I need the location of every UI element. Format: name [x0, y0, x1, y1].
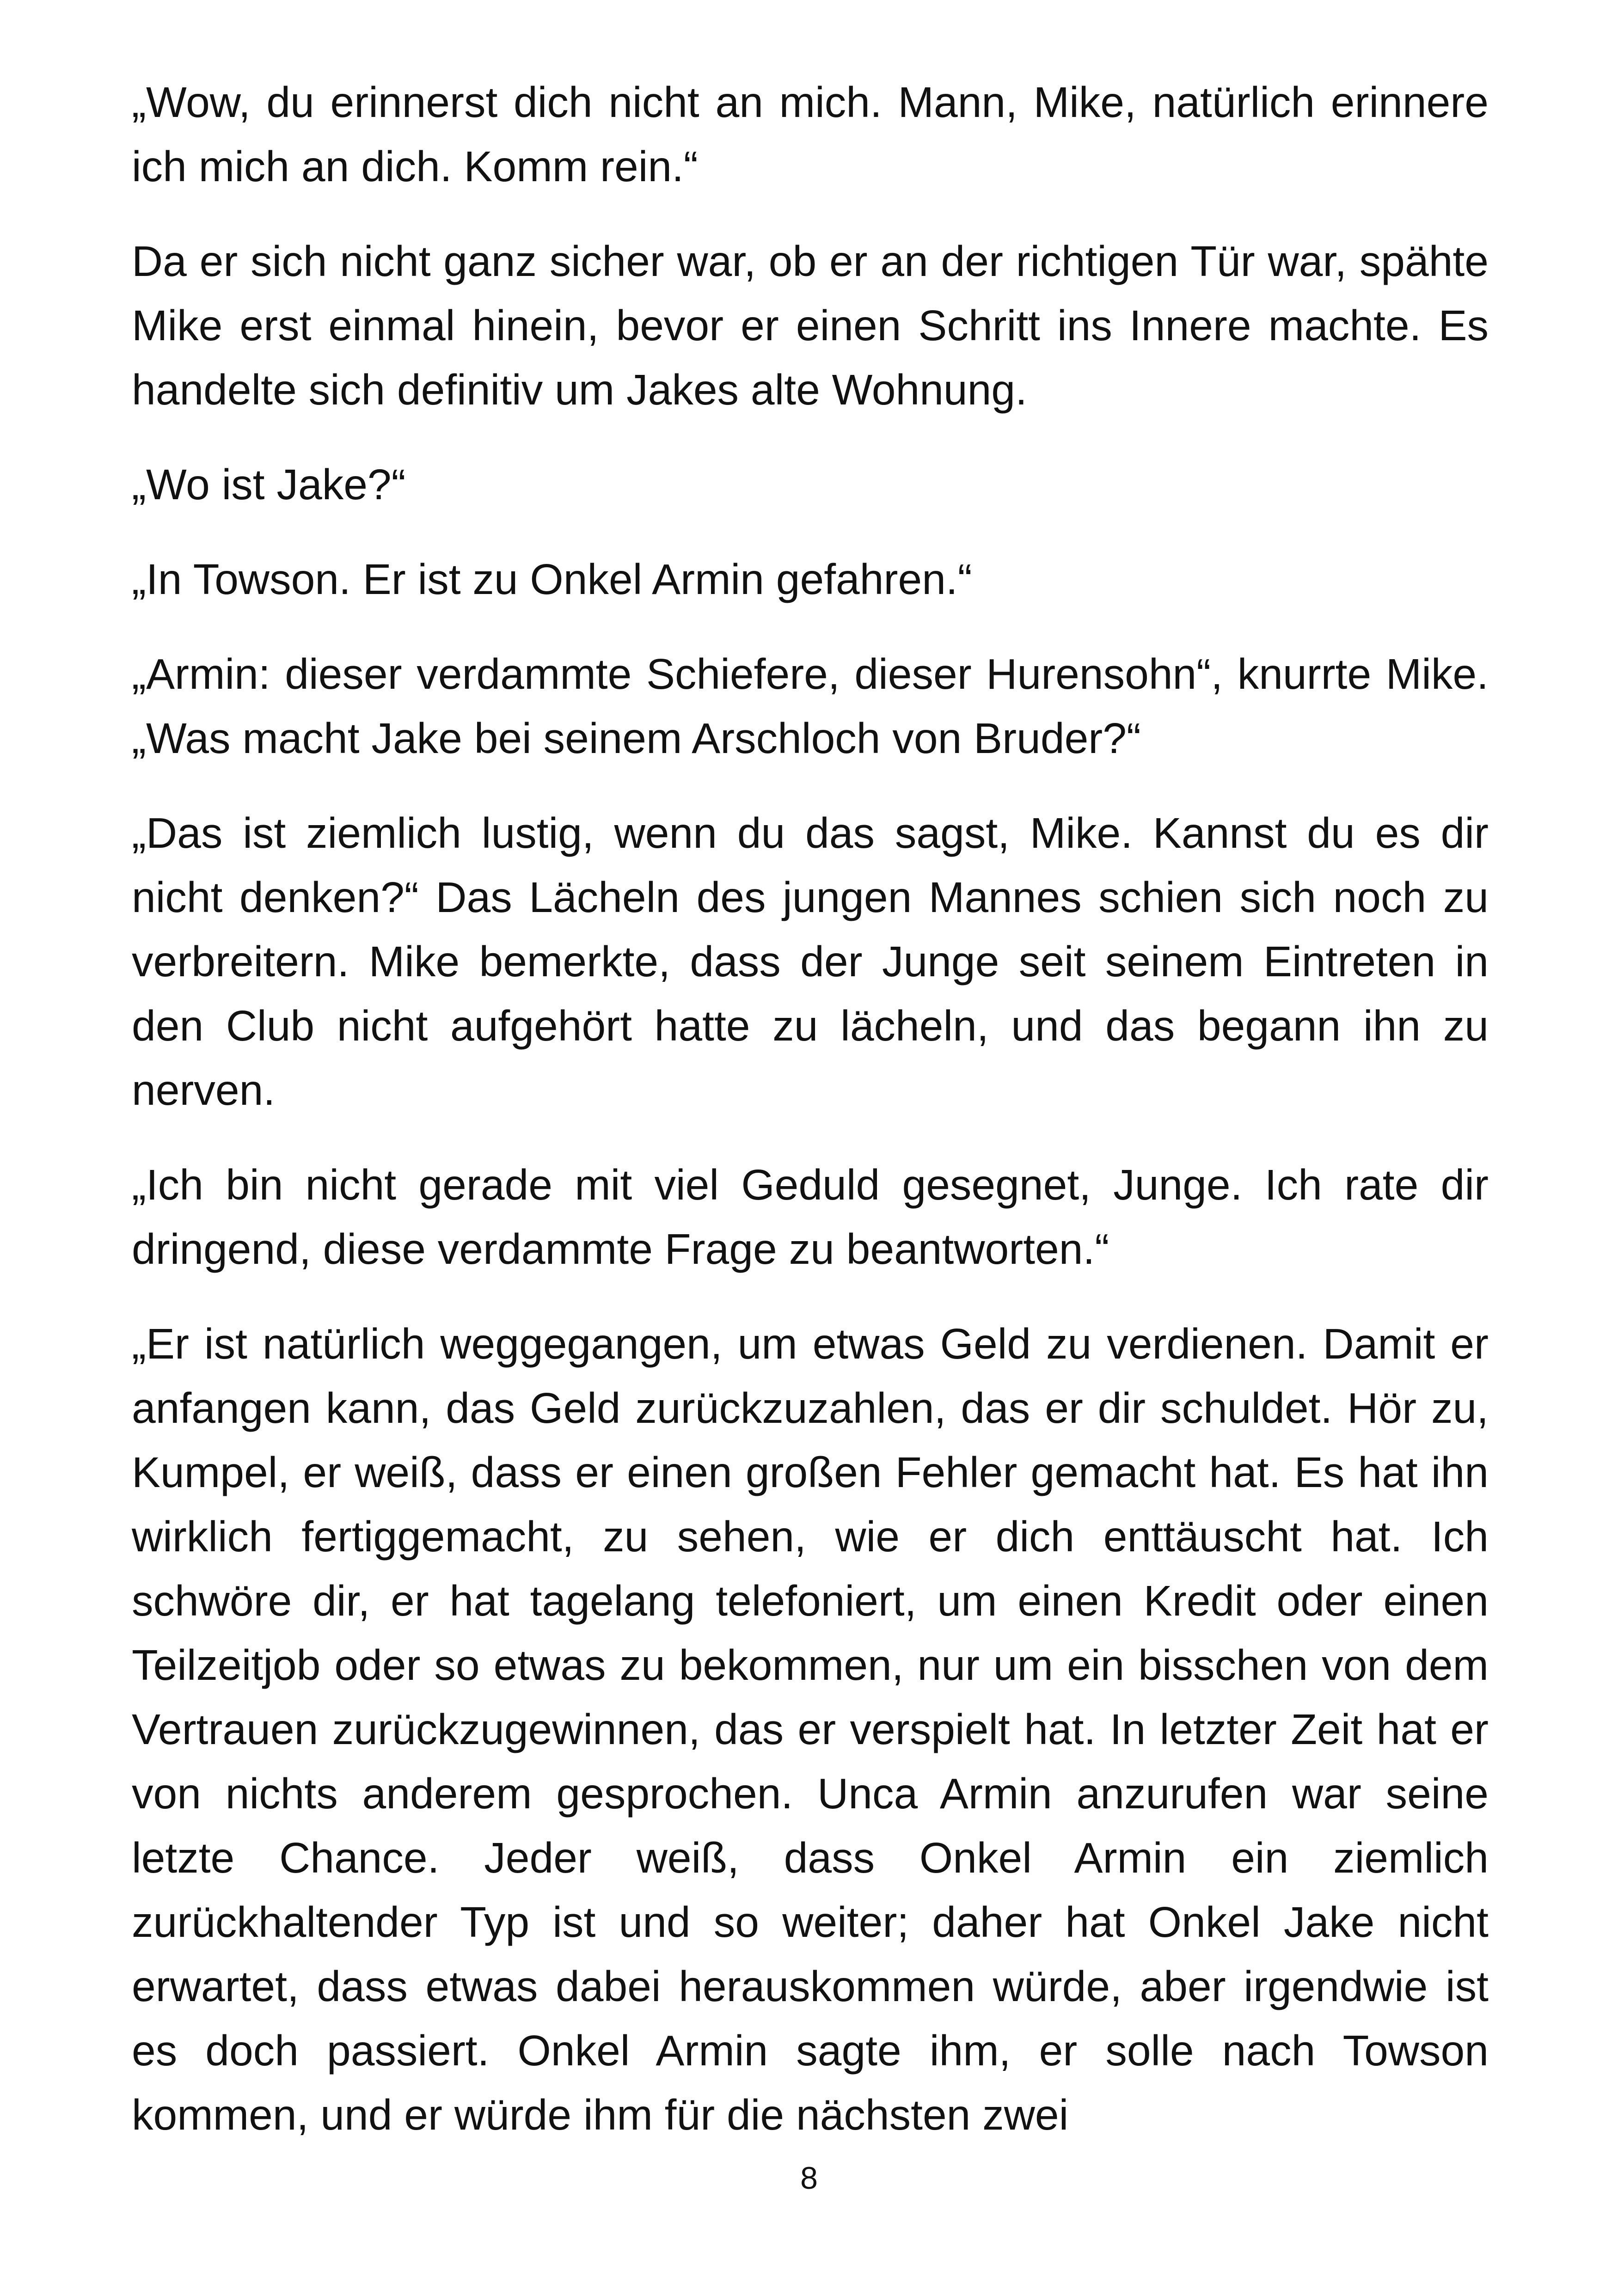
paragraph: Da er sich nicht ganz sicher war, ob er an der richtigen Tür war, spähte Mike erst einmal hinein, bevor er einen Schritt ins Innere machte. Es handelte sich definitiv um Jakes alte Wohnung. [132, 237, 1489, 414]
body-text [132, 70, 1489, 2178]
paragraph: „Wow, du erinnerst dich nicht an mich. Mann, Mike, natürlich erinnere ich mich an dich. Komm rein.“ [132, 78, 1489, 190]
paragraph: „Ich bin nicht gerade mit viel Geduld gesegnet, Junge. Ich rate dir dringend, diese verdammte Frage zu beantworten.“ [132, 1161, 1489, 1273]
paragraph: „Armin: dieser verdammte Schiefere, dieser Hurensohn“, knurrte Mike. „Was macht Jake bei seinem Arschloch von Bruder?“ [132, 650, 1489, 762]
page-number: 8 [800, 2161, 818, 2196]
paragraph: „Wo ist Jake?“ [132, 460, 406, 508]
paragraph: „Das ist ziemlich lustig, wenn du das sagst, Mike. Kannst du es dir nicht denken?“ Das Lächeln des jungen Mannes schien sich noch zu verbreitern. Mike bemerkte, dass der Junge seit seinem Eintreten in den Club nicht aufgehört hatte zu lächeln, und das begann ihn zu nerven. [132, 809, 1489, 1114]
paragraph: „In Towson. Er ist zu Onkel Armin gefahren.“ [132, 555, 972, 603]
paragraph: „Er ist natürlich weggegangen, um etwas Geld zu verdienen. Damit er anfangen kann, das Geld zurückzuzahlen, das er dir schuldet. Hör zu, Kumpel, er weiß, dass er einen großen Fehler gemacht hat. Es hat ihn wirklich fertiggemacht, zu sehen, wie er dich enttäuscht hat. Ich schwöre dir, er hat tagelang telefoniert, um einen Kredit oder einen Teilzeitjob oder so etwas zu bekommen, nur um ein bisschen von dem Vertrauen zurückzugewinnen, das er verspielt hat. In letzter Zeit hat er von nichts anderem gesprochen. Unca Armin anzurufen war seine letzte Chance. Jeder weiß, dass Onkel Armin ein ziemlich zurückhaltender Typ ist und so weiter; daher hat Onkel Jake nicht erwartet, dass etwas dabei herauskommen würde, aber irgendwie ist es doch passiert. Onkel Armin sagte ihm, er solle nach Towson kommen, und er würde ihm für die nächsten zwei [132, 1320, 1489, 2139]
